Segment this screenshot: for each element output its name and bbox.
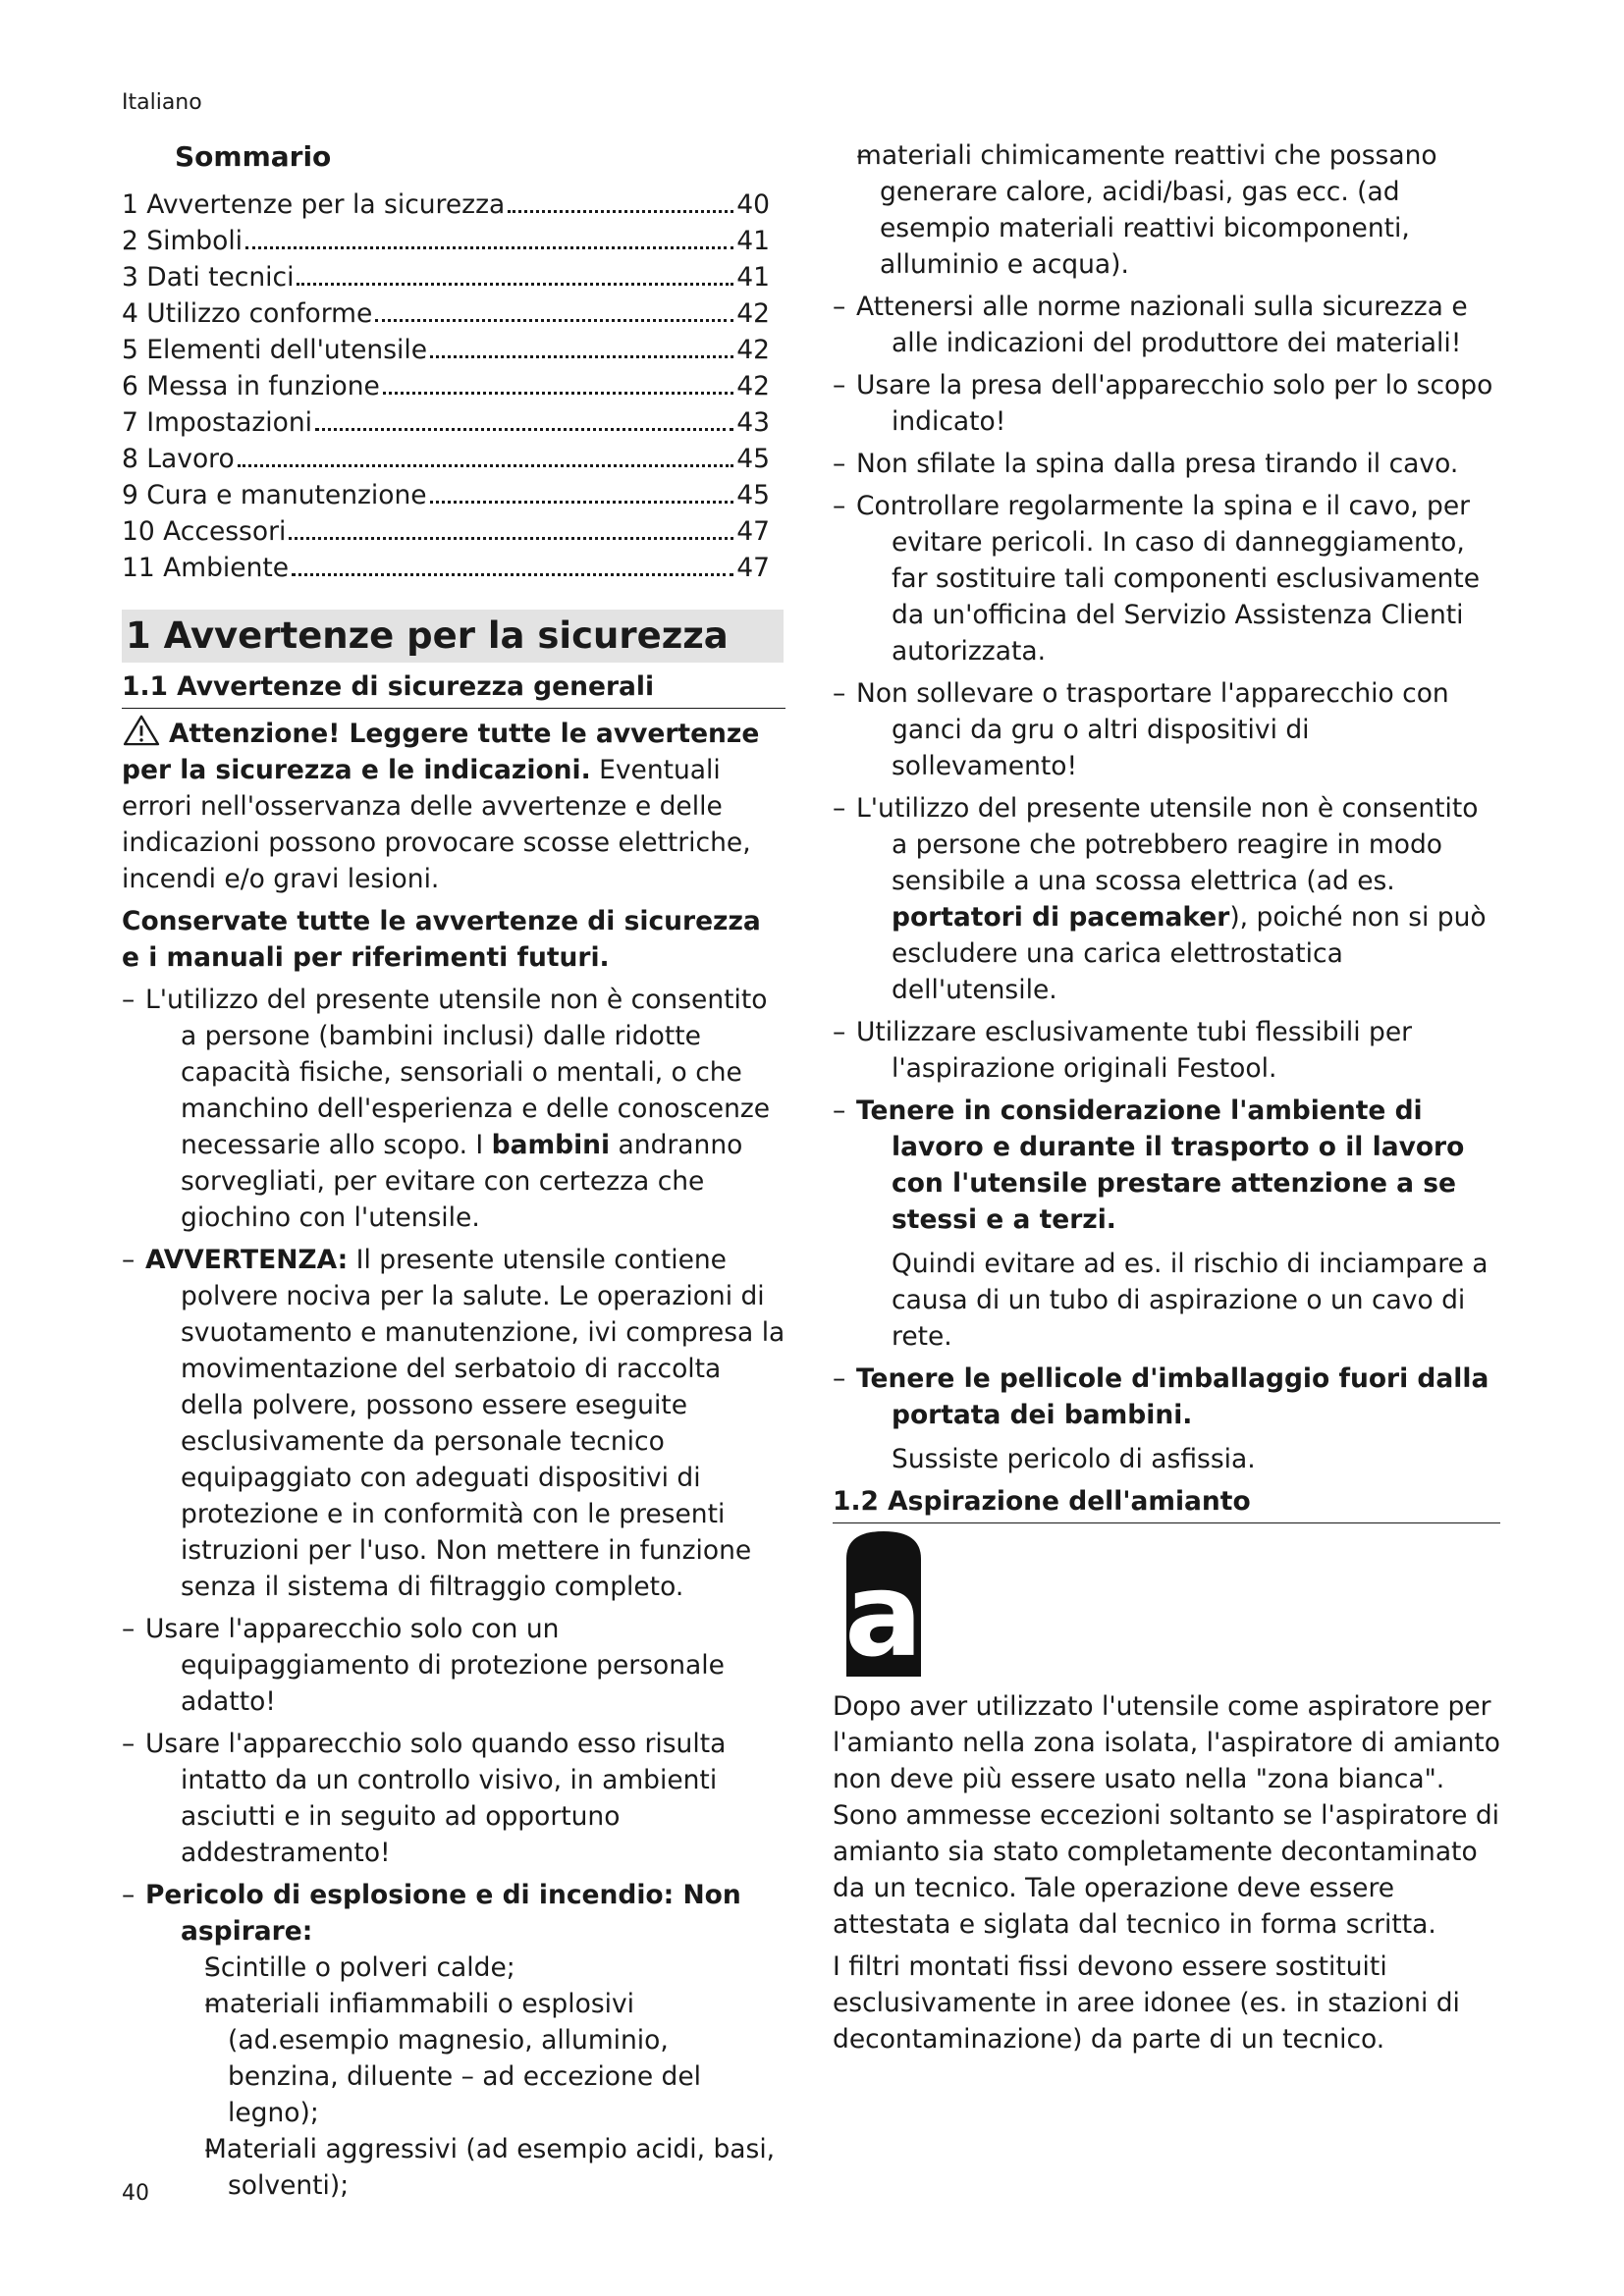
asbestos-paragraph-1: Dopo aver utilizzato l'utensile come aspiratore per l'amianto nella zona isolata, l'aspiratore di amianto non deve più essere usato nella "zona bianca". Sono ammesse eccezioni soltanto se l'aspiratore di amianto sia stato completamente decontaminato da un tecnico. Tale operazione deve essere attestata e siglata dal tecnico in forma scritta. — [833, 1691, 1500, 1940]
toc-item-label: 8 Lavoro — [122, 444, 235, 474]
item-bold: Pericolo di esplosione e di incendio: Non aspirare: — [145, 1880, 741, 1947]
warning-text: Eventuali errori nell'osservanza delle avvertenze e delle indicazioni possono provocare scosse elettriche, incendi e/o gravi lesioni. — [122, 755, 751, 894]
toc-item-label: 1 Avvertenze per la sicurezza — [122, 189, 506, 220]
toc-leader-dots — [430, 501, 734, 504]
toc-leader-dots — [292, 573, 733, 576]
item-text: Il presente utensile contiene polvere nociva per la salute. Le operazioni di svuotamento e manutenzione, ivi compresa la movimentazione del serbatoio di raccolta della polvere, possono essere eseguite esclusivamente da personale tecnico equipaggiato con adeguati dispositivi di protezione e in conformità con le presenti istruzioni per l'uso. Non mettere in funzione senza il sistema di filtraggio completo. — [181, 1245, 785, 1602]
toc-item — [122, 477, 770, 513]
toc-leader-dots — [297, 283, 733, 286]
toc-leader-dots — [375, 319, 733, 322]
list-item — [122, 982, 785, 1236]
safety-list-right — [833, 289, 1500, 1477]
toc-item-page: 47 — [736, 553, 770, 583]
sub-list-item: – materiali infiammabili o esplosivi (ad.esempio magnesio, alluminio, benzina, diluente – ad eccezione del legno); — [181, 1986, 785, 2131]
list-item: – Controllare regolarmente la spina e il cavo, per evitare pericoli. In caso di danneggiamento, far sostituire tali componenti esclusivamente da un'officina del Servizio Assistenza Clienti autorizzata. — [833, 488, 1500, 669]
toc-item-page: 42 — [736, 335, 770, 365]
toc-leader-dots — [238, 464, 734, 467]
section-1-1-heading: 1.1 Avvertenze di sicurezza generali — [122, 668, 785, 709]
toc-item-label: 9 Cura e manutenzione — [122, 480, 427, 510]
list-item: – Attenersi alle norme nazionali sulla sicurezza e alle indicazioni del produttore dei materiali! — [833, 289, 1500, 361]
safety-list-left — [122, 982, 785, 2204]
toc-item — [122, 404, 770, 441]
svg-text:a: a — [844, 1547, 923, 1677]
list-item: – Non sfilate la spina dalla presa tirando il cavo. — [833, 446, 1500, 482]
toc-item-label: 6 Messa in funzione — [122, 371, 380, 401]
toc-item-label: 2 Simboli — [122, 226, 244, 256]
explosion-sublist — [181, 1949, 785, 2204]
toc-item-page: 45 — [736, 480, 770, 510]
toc-item — [122, 187, 770, 223]
toc-item — [122, 513, 770, 550]
sub-list-item: – Materiali aggressivi (ad esempio acidi, basi, solventi); — [181, 2131, 785, 2204]
toc-item-label: 4 Utilizzo conforme — [122, 298, 373, 329]
section-1-2-heading: 1.2 Aspirazione dell'amianto — [833, 1483, 1500, 1523]
list-item — [833, 1093, 1500, 1355]
toc-list — [122, 187, 785, 586]
toc-item — [122, 550, 770, 586]
toc-leader-dots — [508, 210, 733, 213]
toc-item-page: 45 — [736, 444, 770, 474]
item-bold: portatori di pacemaker — [892, 902, 1230, 933]
list-item — [833, 790, 1500, 1008]
toc-leader-dots — [289, 537, 733, 540]
toc-item-page: 41 — [736, 262, 770, 293]
toc-leader-dots — [383, 392, 733, 395]
warning-triangle-icon — [122, 715, 161, 746]
list-item — [833, 1361, 1500, 1477]
item-bold: AVVERTENZA: — [145, 1245, 349, 1275]
list-item: – Non sollevare o trasportare l'apparecchio con ganci da gru o altri dispositivi di sollevamento! — [833, 675, 1500, 784]
toc-item-page: 47 — [736, 516, 770, 547]
page-number: 40 — [122, 2181, 149, 2206]
right-column — [833, 137, 1500, 2057]
toc-item-page: 41 — [736, 226, 770, 256]
page-language: Italiano — [122, 90, 202, 115]
item-text: L'utilizzo del presente utensile non è consentito a persone che potrebbero reagire in modo sensibile a una scossa elettrica (ad es. — [856, 793, 1479, 896]
section-1-heading: 1 Avvertenze per la sicurezza — [122, 610, 784, 663]
sub-list-item: – materiali chimicamente reattivi che possano generare calore, acidi/basi, gas ecc. (ad esempio materiali reattivi bicomponenti, alluminio e acqua). — [833, 137, 1500, 283]
list-item: – Usare l'apparecchio solo con un equipaggiamento di protezione personale adatto! — [122, 1611, 785, 1720]
toc-item-label: 10 Accessori — [122, 516, 287, 547]
keep-instructions: Conservate tutte le avvertenze di sicurezza e i manuali per riferimenti futuri. — [122, 906, 761, 973]
toc-item-label: 7 Impostazioni — [122, 407, 313, 438]
toc-item — [122, 332, 770, 368]
toc-item-page: 42 — [736, 371, 770, 401]
toc-item — [122, 441, 770, 477]
item-text: andranno sorvegliati, per evitare con certezza che giochino con l'utensile. — [181, 1130, 743, 1233]
toc-leader-dots — [430, 355, 733, 358]
item-note: Quindi evitare ad es. il rischio di inciampare a causa di un tubo di aspirazione o un cavo di rete. — [892, 1249, 1489, 1352]
toc-item — [122, 223, 770, 259]
item-bold: Tenere in considerazione l'ambiente di lavoro e durante il trasporto o il lavoro con l'utensile prestare attenzione a se stessi e a terzi. — [856, 1095, 1465, 1235]
toc-item — [122, 295, 770, 332]
toc-item-page: 40 — [736, 189, 770, 220]
list-item — [122, 1877, 785, 2204]
item-bold: Tenere le pellicole d'imballaggio fuori dalla portata dei bambini. — [856, 1363, 1489, 1430]
toc-item-page: 43 — [736, 407, 770, 438]
asbestos-paragraph-2: I filtri montati fissi devono essere sostituiti esclusivamente in aree idonee (es. in stazioni di decontaminazione) da parte di un tecnico. — [833, 1951, 1460, 2055]
toc-item-label: 5 Elementi dell'utensile — [122, 335, 428, 365]
list-item — [122, 1242, 785, 1605]
item-bold: bambini — [491, 1130, 611, 1160]
item-text: ), poiché non si può escludere una carica elettrostatica dell'utensile. — [892, 902, 1487, 1005]
asbestos-icon — [833, 1529, 935, 1677]
general-warning — [122, 715, 785, 897]
toc-item — [122, 368, 770, 404]
warning-bold-text: Attenzione! Leggere tutte le avvertenze per la sicurezza e le indicazioni. — [122, 719, 760, 785]
list-item: – Usare l'apparecchio solo quando esso risulta intatto da un controllo visivo, in ambienti asciutti e in seguito ad opportuno addestramento! — [122, 1726, 785, 1871]
list-item: – Usare la presa dell'apparecchio solo per lo scopo indicato! — [833, 367, 1500, 440]
toc-item-label: 3 Dati tecnici — [122, 262, 295, 293]
item-text: L'utilizzo del presente utensile non è consentito a persone (bambini inclusi) dalle ridotte capacità fisiche, sensoriali o mentali, o che manchino dell'esperienza e delle conoscenze necessarie allo scopo. I — [145, 985, 771, 1160]
toc-item-label: 11 Ambiente — [122, 553, 290, 583]
list-item: – Utilizzare esclusivamente tubi flessibili per l'aspirazione originali Festool. — [833, 1014, 1500, 1087]
toc-leader-dots — [245, 246, 733, 249]
toc-item-page: 42 — [736, 298, 770, 329]
toc-item — [122, 259, 770, 295]
sub-list-item: – Scintille o polveri calde; — [181, 1949, 785, 1986]
item-note: Sussiste pericolo di asfissia. — [892, 1444, 1256, 1474]
left-column — [122, 137, 785, 2210]
toc-leader-dots — [315, 428, 733, 431]
explosion-sublist-continued — [833, 137, 1500, 283]
toc-title: Sommario — [175, 140, 332, 173]
